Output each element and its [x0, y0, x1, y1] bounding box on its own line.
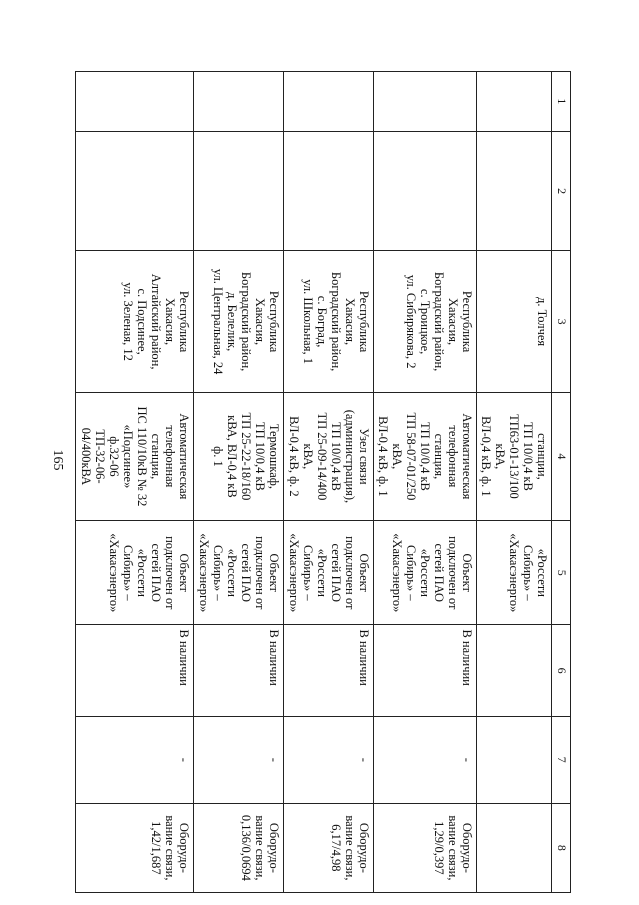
table-cell-col2	[374, 131, 477, 251]
header-cell: 6	[552, 625, 571, 716]
table-cell-col5: «Россети Сибирь» – «Хакасэнерго»	[477, 521, 552, 625]
table-cell-col6: В наличии	[76, 625, 194, 716]
table-cell-col1	[477, 72, 552, 132]
table-cell-col3: д. Толчея	[477, 251, 552, 392]
table-cell-col8: Оборудо- вание связи, 1,29/0,397	[374, 803, 477, 892]
table-row	[284, 72, 374, 893]
table-cell-col7: -	[374, 716, 477, 803]
table-row	[374, 72, 477, 893]
infrastructure-table	[75, 71, 571, 893]
table-cell-col4: Узел связи (администрация), ТП 10/0,4 кВ ТП 25-09-14/400 кВА, ВЛ-0,4 кВ, ф. 2	[284, 392, 374, 520]
header-row	[552, 72, 571, 893]
header-cell: 8	[552, 803, 571, 892]
table-cell-col6: В наличии	[194, 625, 284, 716]
table-cell-col2	[194, 131, 284, 251]
table-cell-col3: Республика Хакасия, Боградский район, с. Боград, ул. Школьная, 1	[284, 251, 374, 392]
table-cell-col7: -	[284, 716, 374, 803]
table-row	[76, 72, 194, 893]
table-cell-col5: Объект подключен от сетей ПАО «Россети Сибирь» – «Хакасэнерго»	[76, 521, 194, 625]
header-cell: 4	[552, 392, 571, 520]
table-cell-col6: В наличии	[284, 625, 374, 716]
table-cell-col1	[374, 72, 477, 132]
table-cell-col1	[76, 72, 194, 132]
table-cell-col5: Объект подключен от сетей ПАО «Россети Сибирь» – «Хакасэнерго»	[284, 521, 374, 625]
document-table-container	[79, 71, 571, 893]
table-cell-col4: Автоматическая телефонная станция, ТП 10/0,4 кВ ТП 58-07-01/250 кВА, ВЛ-0,4 кВ, ф. 1	[374, 392, 477, 520]
table-cell-col7	[477, 716, 552, 803]
header-cell: 3	[552, 251, 571, 392]
table-cell-col5: Объект подключен от сетей ПАО «Россети Сибирь» – «Хакасэнерго»	[194, 521, 284, 625]
table-cell-col6: В наличии	[374, 625, 477, 716]
page-number-text: 165	[50, 449, 65, 471]
rotated-table-wrapper	[79, 71, 571, 893]
table-cell-col3: Республика Хакасия, Боградский район, д. Белелик, ул. Центральная, 24	[194, 251, 284, 392]
table-cell-col4: Термошкаф, ТП 10/0,4 кВ ТП 25-22-18/160 кВА, ВЛ-0,4 кВ ф. 1	[194, 392, 284, 520]
table-cell-col2	[284, 131, 374, 251]
table-cell-col4: Автоматическая телефонная станция, ПС 110/10кВ № 32 «Подсинее» ф.32-06 ТП-32-06- 04/400кВА	[76, 392, 194, 520]
header-cell: 5	[552, 521, 571, 625]
table-cell-col2	[477, 131, 552, 251]
page-number	[44, 447, 70, 473]
header-cell: 2	[552, 131, 571, 251]
table-cell-col5: Объект подключен от сетей ПАО «Россети Сибирь» – «Хакасэнерго»	[374, 521, 477, 625]
table-cell-col7: -	[194, 716, 284, 803]
table-cell-col8: Оборудо- вание связи, 6,17/4,98	[284, 803, 374, 892]
table-row	[194, 72, 284, 893]
table-cell-col7: -	[76, 716, 194, 803]
header-cell: 1	[552, 72, 571, 132]
table-cell-col1	[194, 72, 284, 132]
table-cell-col6	[477, 625, 552, 716]
table-cell-col4: станции, ТП 10/0,4 кВ ТП63-01-13/100 кВА, ВЛ-0,4 кВ, ф. 1	[477, 392, 552, 520]
table-cell-col1	[284, 72, 374, 132]
table-cell-col2	[76, 131, 194, 251]
table-cell-col3: Республика Хакасия, Алтайский район, с. Подсинее, ул. Зеленая, 12	[76, 251, 194, 392]
table-row	[477, 72, 552, 893]
header-cell: 7	[552, 716, 571, 803]
table-cell-col3: Республика Хакасия, Боградский район, с. Троицкое, ул. Сибирякова, 2	[374, 251, 477, 392]
table-cell-col8	[477, 803, 552, 892]
table-cell-col8: Оборудо- вание связи, 0,136/0,0694	[194, 803, 284, 892]
table-cell-col8: Оборудо- вание связи, 1,42/1,687	[76, 803, 194, 892]
